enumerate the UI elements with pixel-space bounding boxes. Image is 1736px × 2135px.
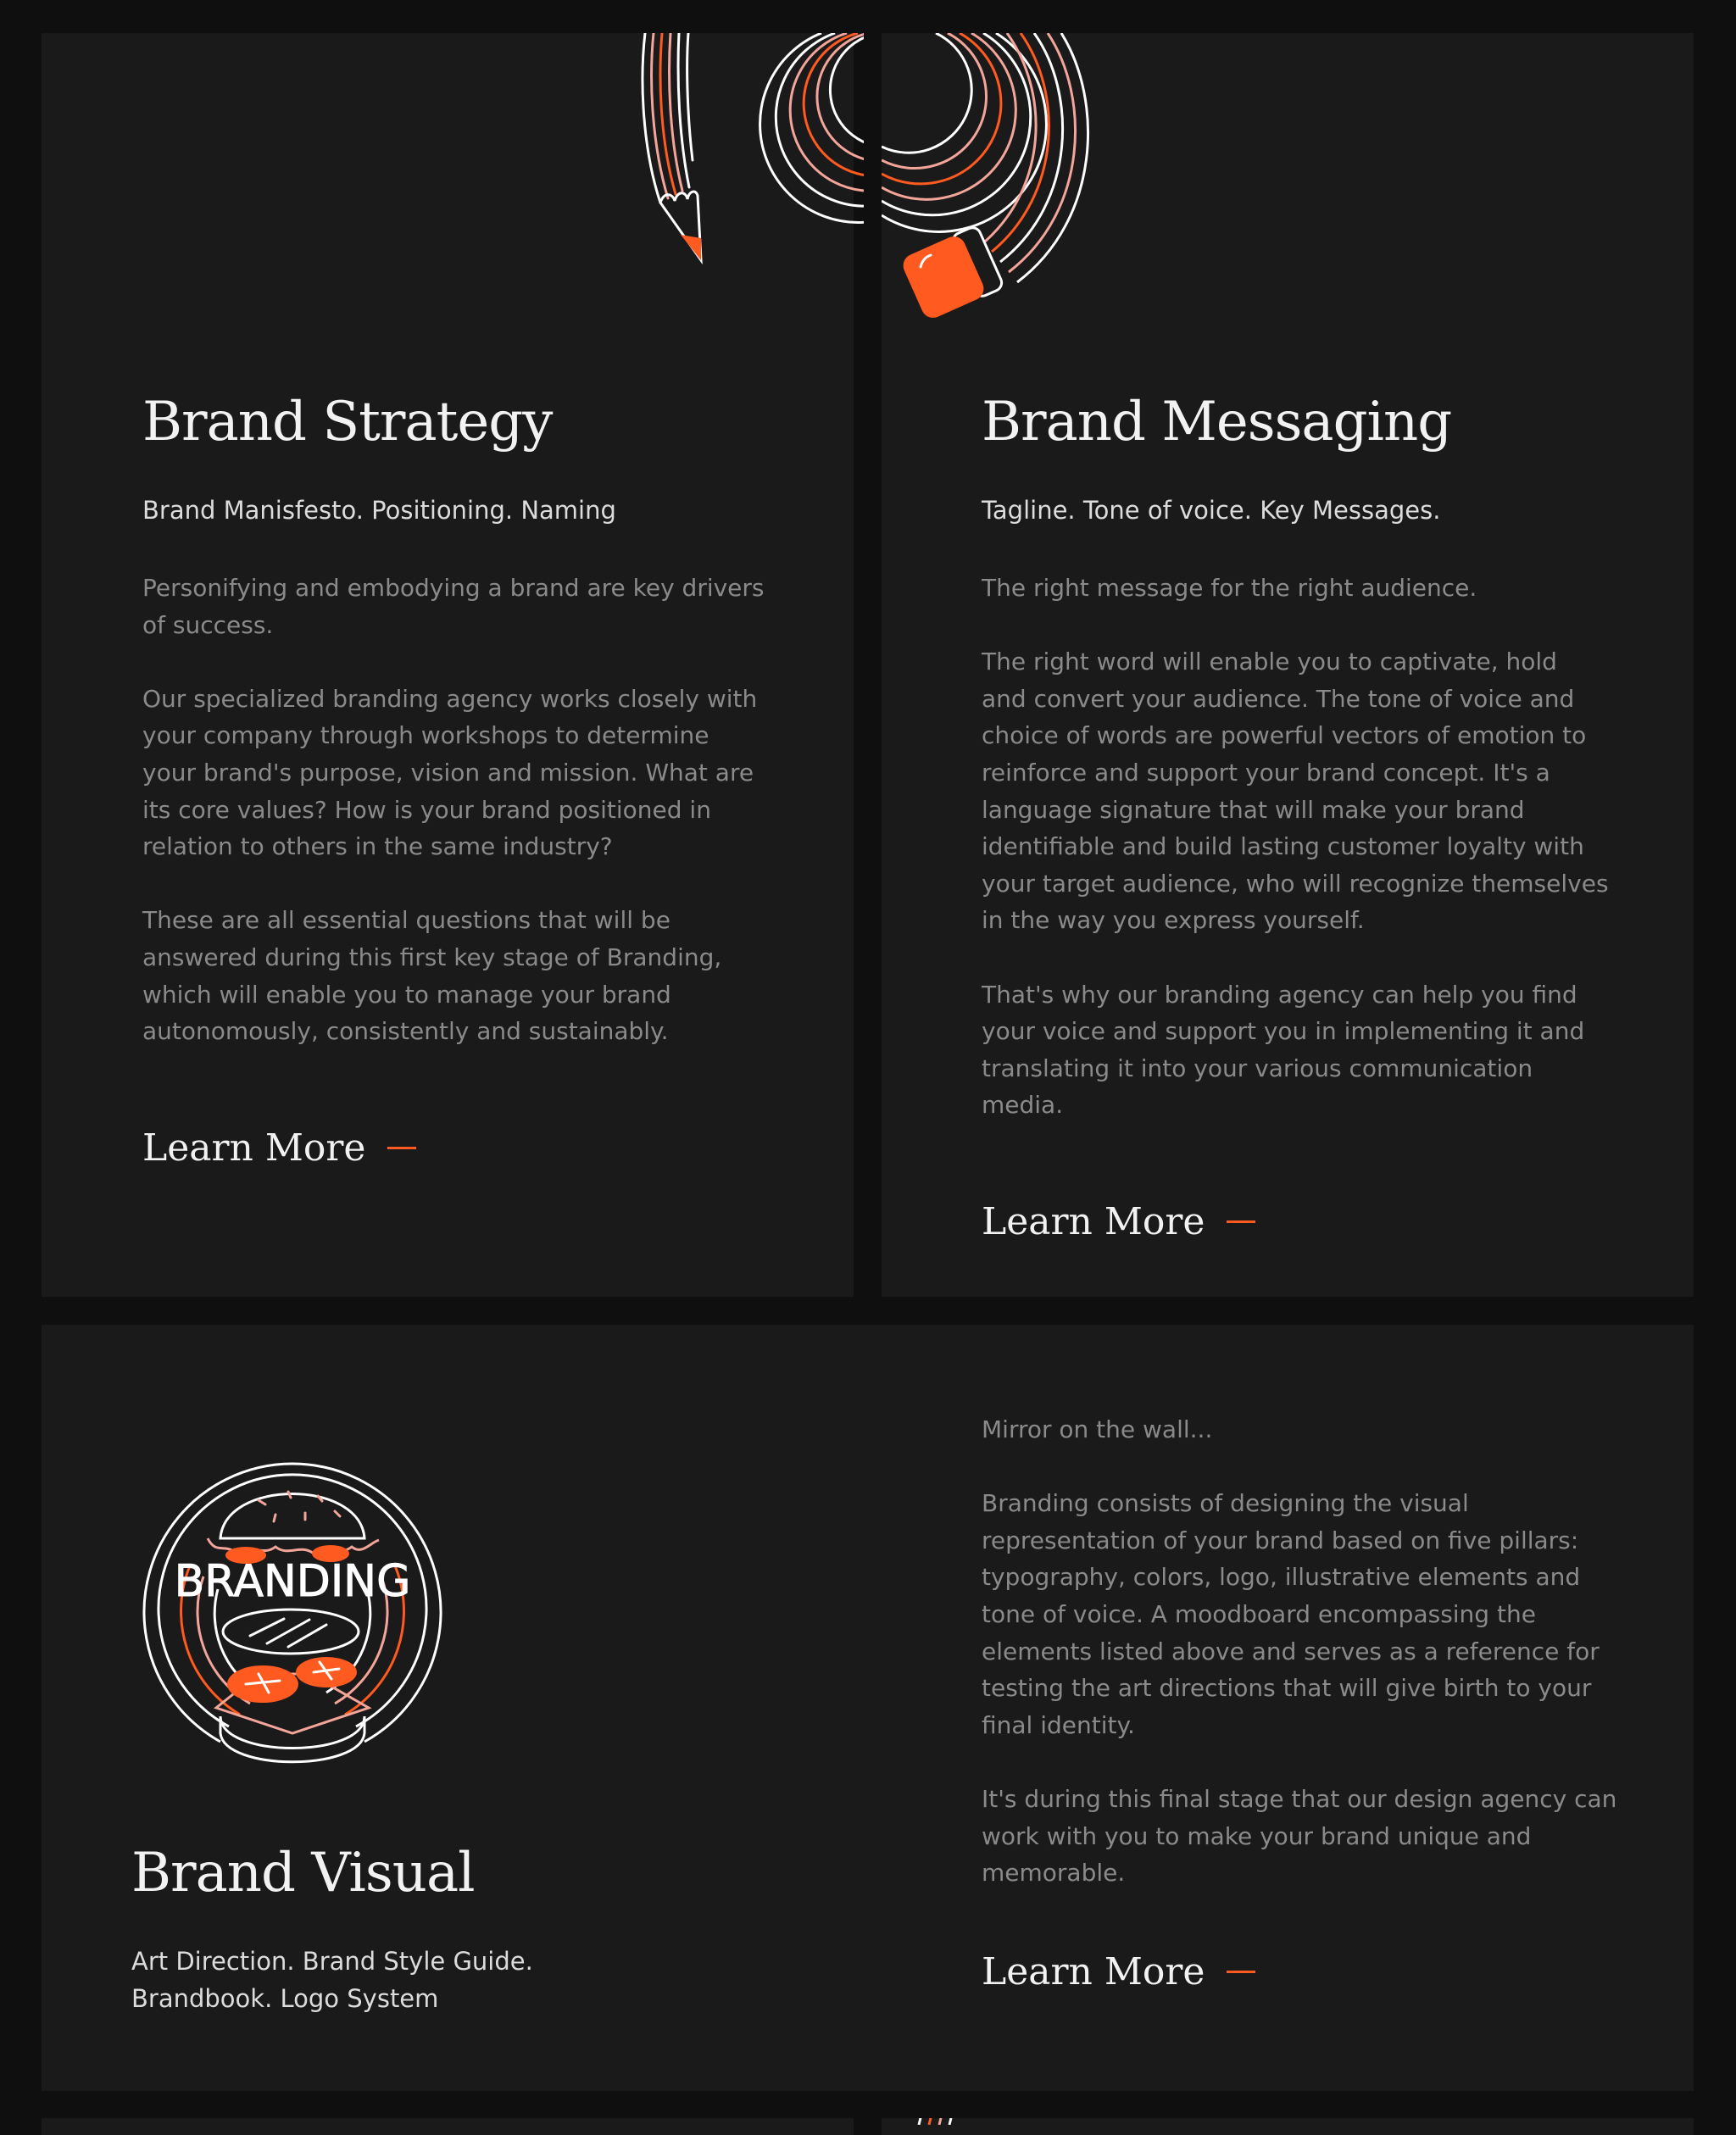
card-title: Brand Visual <box>131 1842 475 1904</box>
card-subtitle <box>131 1943 533 2017</box>
burger-badge-icon <box>140 1462 445 1784</box>
learn-more-label: Learn More <box>982 1200 1205 1243</box>
paragraph: Mirror on the wall... <box>982 1415 1213 1443</box>
paragraph: Branding consists of designing the visual representation of your brand based on five pillars: typography, colors, logo, illustrative elements and tone of voice. A moodboard encompassing the elements listed above and serves as a reference for testing the art directions that will give birth to your final identity. <box>982 1489 1600 1739</box>
decorative-strokes-icon <box>915 2118 983 2125</box>
dash-icon <box>1227 1971 1255 1973</box>
pencil-eraser-icon <box>882 33 1153 321</box>
card-brand-messaging <box>882 33 1694 1297</box>
learn-more-link[interactable] <box>142 1126 416 1170</box>
learn-more-link[interactable] <box>982 1950 1255 1993</box>
subtitle-line: Art Direction. Brand Style Guide. <box>131 1947 533 1976</box>
paragraph: The right word will enable you to captivate, hold and convert your audience. The tone of voice and choice of words are powerful vectors of emotion to reinforce and support your brand concept. It's a language signature that will make your brand identifiable and build lasting customer loyalty with your target audience, who will recognize themselves in the way you express yourself. <box>982 648 1609 935</box>
paragraph: It's during this final stage that our design agency can work with you to make your brand unique and memorable. <box>982 1784 1617 1888</box>
card-body <box>982 570 1609 1161</box>
dash-icon <box>1227 1220 1255 1223</box>
pencil-icon <box>593 33 864 279</box>
card-body <box>982 1411 1626 1928</box>
subtitle-line: Brandbook. Logo System <box>131 1984 439 2013</box>
paragraph: The right message for the right audience. <box>982 574 1477 602</box>
card-brand-visual <box>42 1325 1694 2091</box>
card-subtitle: Brand Manisfesto. Positioning. Naming <box>142 496 616 525</box>
dash-icon <box>387 1147 416 1149</box>
learn-more-label: Learn More <box>142 1126 366 1170</box>
paragraph: Our specialized branding agency works closely with your company through workshops to determine your brand's purpose, vision and mission. What are its core values? How is your brand positioned in relation to others in the same industry? <box>142 684 758 861</box>
card-next-right <box>882 2118 1694 2135</box>
card-title: Brand Strategy <box>142 391 553 453</box>
paragraph: Personifying and embodying a brand are key drivers of success. <box>142 574 765 639</box>
card-title: Brand Messaging <box>982 391 1452 453</box>
paragraph: These are all essential questions that will be answered during this first key stage of Branding, which will enable you to manage your brand autonomously, consistently and sustainably. <box>142 906 722 1046</box>
badge-text: BRANDING <box>174 1556 411 1607</box>
paragraph: That's why our branding agency can help you find your voice and support you in implementing it and translating it into your various communication media. <box>982 980 1585 1120</box>
card-next-left <box>42 2118 854 2135</box>
card-subtitle: Tagline. Tone of voice. Key Messages. <box>982 496 1441 525</box>
learn-more-link[interactable] <box>982 1200 1255 1243</box>
card-body <box>142 570 770 1087</box>
learn-more-label: Learn More <box>982 1950 1205 1993</box>
card-brand-strategy <box>42 33 854 1297</box>
